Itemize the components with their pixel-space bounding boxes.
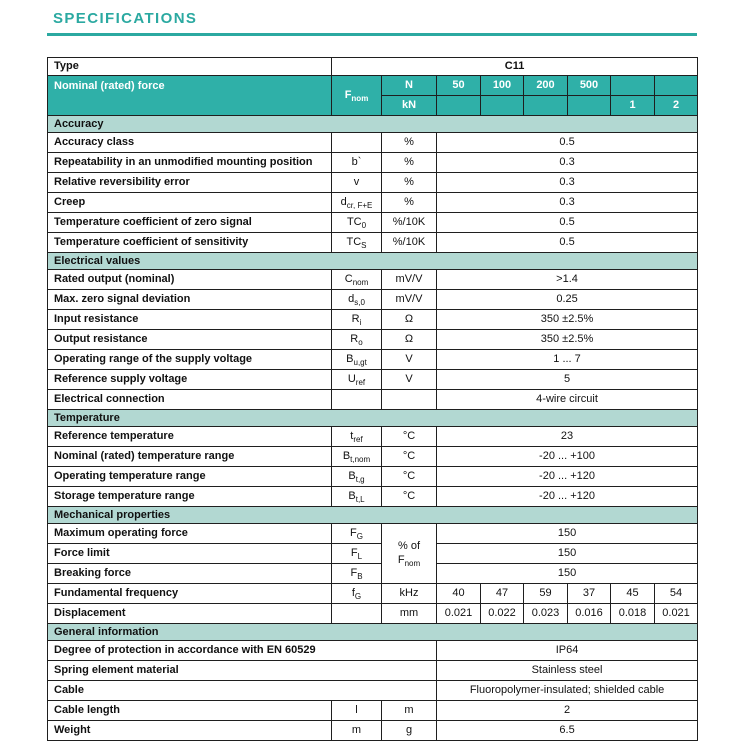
row-symbol: $R_o$ (332, 330, 382, 350)
row-label: Input resistance (48, 310, 332, 330)
table-row (48, 584, 698, 604)
row-symbol: $F_G$ (332, 524, 382, 544)
row-value: 350 ±2.5% (437, 310, 698, 330)
table-row (48, 233, 698, 253)
row-symbol: $U_{ref}$ (332, 370, 382, 390)
table-row (48, 350, 698, 370)
force-value (524, 96, 568, 116)
row-value: 0.018 (611, 604, 655, 624)
table-row (48, 467, 698, 487)
row-value: Stainless steel (437, 661, 698, 681)
row-symbol: $B_{u,gt}$ (332, 350, 382, 370)
row-symbol: $R_i$ (332, 310, 382, 330)
table-row (48, 564, 698, 584)
row-label: Displacement (48, 604, 332, 624)
row-value: 0.25 (437, 290, 698, 310)
row-value: 5 (437, 370, 698, 390)
row-label: Relative reversibility error (48, 173, 332, 193)
force-value: 1 (611, 96, 655, 116)
section-header-row (48, 116, 698, 133)
row-value: 0.021 (437, 604, 481, 624)
row-value: >1.4 (437, 270, 698, 290)
row-value: -20 ... +120 (437, 487, 698, 507)
row-label: Temperature coefficient of sensitivity (48, 233, 332, 253)
row-unit: mV/V (382, 290, 437, 310)
row-value: 54 (655, 584, 698, 604)
row-value: IP64 (437, 641, 698, 661)
row-value: -20 ... +120 (437, 467, 698, 487)
row-symbol: b` (332, 153, 382, 173)
row-unit: Ω (382, 310, 437, 330)
table-row (48, 133, 698, 153)
section-header: General information (48, 624, 698, 641)
row-unit: m (382, 701, 437, 721)
row-unit: V (382, 370, 437, 390)
row-label: Breaking force (48, 564, 332, 584)
row-symbol (332, 604, 382, 624)
row-value: 4-wire circuit (437, 390, 698, 410)
row-value: 6.5 (437, 721, 698, 741)
row-unit: mV/V (382, 270, 437, 290)
row-symbol (332, 133, 382, 153)
table-row (48, 310, 698, 330)
row-value: -20 ... +100 (437, 447, 698, 467)
row-unit: %/10K (382, 233, 437, 253)
force-value: 100 (481, 76, 524, 96)
row-unit: % (382, 173, 437, 193)
row-label: Cable (48, 681, 437, 701)
force-value (568, 96, 611, 116)
row-label: Accuracy class (48, 133, 332, 153)
row-value: 23 (437, 427, 698, 447)
row-unit: °C (382, 447, 437, 467)
row-unit: % (382, 133, 437, 153)
section-header-row (48, 410, 698, 427)
row-symbol: $f_G$ (332, 584, 382, 604)
section-header-row (48, 253, 698, 270)
row-label: Electrical connection (48, 390, 332, 410)
row-value: 350 ±2.5% (437, 330, 698, 350)
table-row (48, 173, 698, 193)
row-value: 150 (437, 524, 698, 544)
row-value: 0.5 (437, 213, 698, 233)
row-unit: % of $F_{nom}$ (382, 524, 437, 584)
row-value: 0.023 (524, 604, 568, 624)
row-symbol: $F_B$ (332, 564, 382, 584)
table-row (48, 487, 698, 507)
table-row (48, 213, 698, 233)
row-value: 1 ... 7 (437, 350, 698, 370)
row-symbol: $B_{t,L}$ (332, 487, 382, 507)
row-label: Rated output (nominal) (48, 270, 332, 290)
row-label: Repeatability in an unmodified mounting position (48, 153, 332, 173)
table-row (48, 661, 698, 681)
table-row (48, 390, 698, 410)
row-symbol: $B_{t,g}$ (332, 467, 382, 487)
row-label: Operating range of the supply voltage (48, 350, 332, 370)
row-unit: kHz (382, 584, 437, 604)
row-value: 0.3 (437, 173, 698, 193)
force-value (611, 76, 655, 96)
section-header: Electrical values (48, 253, 698, 270)
row-label: Creep (48, 193, 332, 213)
table-row (48, 544, 698, 564)
row-label: Degree of protection in accordance with EN 60529 (48, 641, 437, 661)
row-symbol: $C_{nom}$ (332, 270, 382, 290)
row-value: 0.3 (437, 193, 698, 213)
row-unit: g (382, 721, 437, 741)
row-label: Max. zero signal deviation (48, 290, 332, 310)
row-value: 2 (437, 701, 698, 721)
row-value: 150 (437, 544, 698, 564)
table-row (48, 721, 698, 741)
row-unit (382, 390, 437, 410)
row-symbol: $B_{t,nom}$ (332, 447, 382, 467)
table-row (48, 290, 698, 310)
table-row (48, 524, 698, 544)
row-value: 0.5 (437, 133, 698, 153)
table-row (48, 153, 698, 173)
row-symbol: $TC_0$ (332, 213, 382, 233)
row-label: Weight (48, 721, 332, 741)
row-label: Reference temperature (48, 427, 332, 447)
table-row (48, 330, 698, 350)
force-unit-kn: kN (382, 96, 437, 116)
row-label: Maximum operating force (48, 524, 332, 544)
row-symbol: $F_L$ (332, 544, 382, 564)
section-header: Temperature (48, 410, 698, 427)
table-row (48, 447, 698, 467)
section-header-row (48, 507, 698, 524)
row-symbol: $t_{ref}$ (332, 427, 382, 447)
row-value: 59 (524, 584, 568, 604)
row-label: Storage temperature range (48, 487, 332, 507)
page-title: SPECIFICATIONS (53, 10, 198, 27)
row-label: Fundamental frequency (48, 584, 332, 604)
table-row (48, 604, 698, 624)
section-header: Accuracy (48, 116, 698, 133)
row-unit: V (382, 350, 437, 370)
row-label: Nominal (rated) temperature range (48, 447, 332, 467)
row-unit: °C (382, 487, 437, 507)
force-symbol: $F_{nom}$ (332, 76, 382, 116)
force-value (481, 96, 524, 116)
type-row (48, 58, 698, 76)
row-symbol: m (332, 721, 382, 741)
row-label: Reference supply voltage (48, 370, 332, 390)
row-value: 0.5 (437, 233, 698, 253)
type-label: Type (48, 58, 332, 76)
row-symbol: $d_{cr, F+E}$ (332, 193, 382, 213)
row-value: 47 (481, 584, 524, 604)
row-unit: °C (382, 427, 437, 447)
row-value: 40 (437, 584, 481, 604)
row-symbol: $d_{s,0}$ (332, 290, 382, 310)
row-symbol: v (332, 173, 382, 193)
specifications-table (47, 57, 698, 741)
table-row (48, 701, 698, 721)
row-label: Temperature coefficient of zero signal (48, 213, 332, 233)
row-unit: Ω (382, 330, 437, 350)
row-symbol: $TC_S$ (332, 233, 382, 253)
table-row (48, 641, 698, 661)
row-label: Spring element material (48, 661, 437, 681)
force-unit-n: N (382, 76, 437, 96)
row-unit: °C (382, 467, 437, 487)
row-unit: mm (382, 604, 437, 624)
row-value: 0.016 (568, 604, 611, 624)
row-label: Operating temperature range (48, 467, 332, 487)
row-value: 37 (568, 584, 611, 604)
row-value: 45 (611, 584, 655, 604)
force-value: 200 (524, 76, 568, 96)
row-value: Fluoropolymer-insulated; shielded cable (437, 681, 698, 701)
row-value: 0.3 (437, 153, 698, 173)
spec-table-body (48, 58, 698, 741)
force-value (437, 96, 481, 116)
row-label: Force limit (48, 544, 332, 564)
force-label: Nominal (rated) force (48, 76, 332, 116)
title-underline (47, 33, 697, 36)
type-value: C11 (332, 58, 698, 76)
row-symbol: l (332, 701, 382, 721)
row-symbol (332, 390, 382, 410)
force-value: 500 (568, 76, 611, 96)
section-header: Mechanical properties (48, 507, 698, 524)
row-unit: % (382, 153, 437, 173)
table-row (48, 193, 698, 213)
section-header-row (48, 624, 698, 641)
table-row (48, 270, 698, 290)
force-value: 50 (437, 76, 481, 96)
table-row (48, 427, 698, 447)
table-row (48, 681, 698, 701)
row-unit: % (382, 193, 437, 213)
row-value: 150 (437, 564, 698, 584)
force-value: 2 (655, 96, 698, 116)
row-value: 0.021 (655, 604, 698, 624)
force-row-n (48, 76, 698, 96)
row-label: Cable length (48, 701, 332, 721)
table-row (48, 370, 698, 390)
row-value: 0.022 (481, 604, 524, 624)
row-label: Output resistance (48, 330, 332, 350)
force-value (655, 76, 698, 96)
row-unit: %/10K (382, 213, 437, 233)
